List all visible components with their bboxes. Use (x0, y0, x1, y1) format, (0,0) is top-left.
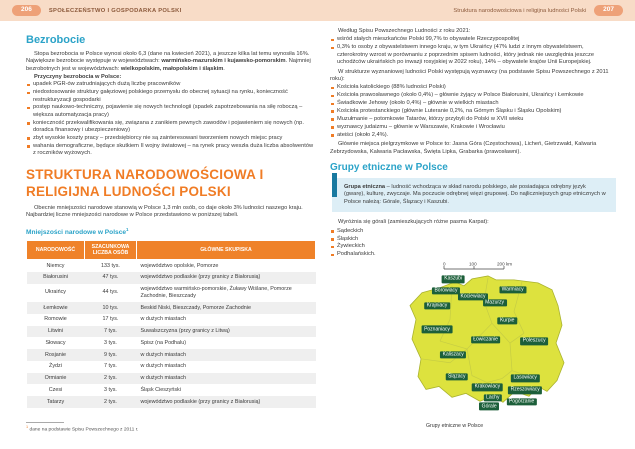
table-cell: Ormianie (44, 375, 67, 381)
table-cell: województwo podlaskie (przy granicy z Białorusią) (140, 274, 261, 281)
map-label: Lachy (484, 394, 502, 401)
footnote-marker: 1 (26, 424, 29, 429)
religion-item: wyznawcy judaizmu – głównie w Warszawie, Krakowie i Wrocławiu (330, 124, 616, 131)
table-row (27, 284, 316, 303)
table-row (27, 349, 316, 361)
ethnic-group-definition: Grupa etniczna – ludność wchodząca w skład narodu polskiego, ale posiadająca odrębny język (gwarę), kulturę, zwyczaje. Ma poczucie odrębnej więzi grupowej. Do najliczniejszych grup etnicznych w Polsce należą: Górale, Ślązacy i Kaszubi. (344, 184, 606, 205)
unemployment-heading: Bezrobocie (26, 34, 86, 46)
map-label: Kaliszacy (440, 351, 466, 358)
map-label: Mazurzy (483, 299, 507, 306)
table-footnote (26, 422, 316, 433)
map-label: Borowiacy (432, 287, 460, 294)
table-cell: Białorusini (43, 274, 68, 281)
scale-label-200km: 200 km (497, 261, 513, 267)
table-cell: Litwini (48, 328, 63, 334)
table-cell: Ukraińcy (45, 289, 66, 296)
religion-item: Muzułmanie – potomkowie Tatarów, którzy przybyli do Polski w XVII wieku (330, 116, 616, 123)
ethnic-group-definition-box (332, 178, 616, 212)
ethnic-groups-map (392, 272, 572, 420)
footnote-text: dane na podstawie Spisu Powszechnego z 2011 r. (29, 427, 139, 433)
left-running-title: SPOŁECZEŃSTWO I GOSPODARKA POLSKI (48, 7, 182, 14)
page-header-bar (0, 0, 635, 21)
minorities-table-body (27, 260, 316, 408)
footnote-divider (26, 422, 64, 423)
table-cell: 44 tys. (102, 289, 119, 296)
gorale-list (330, 228, 616, 259)
table-row (27, 384, 316, 396)
ethnic-groups-heading: Grupy etniczne w Polsce (330, 162, 448, 173)
table-row (27, 272, 316, 284)
table-cell: województwo warmińsko-pomorskie, Żuławy Wiślane, Pomorze Zachodnie, Bieszczady (140, 286, 292, 299)
table-cell: 7 tys. (104, 328, 117, 334)
cause-item: konieczność przekwalifikowania się, związana z zanikiem pewnych zawodów i pojawieniem się nowych (np. doradca finansowy i ubezpieczeniowy) (26, 120, 316, 135)
census-item: wśród stałych mieszkańców Polski 99,7% to obywatele Rzeczypospolitej (330, 36, 616, 43)
col-header-nationality: NARODOWOŚĆ (27, 240, 85, 259)
table-row (27, 396, 316, 408)
map-label: Ślązacy (446, 373, 469, 380)
table-cell: Suwalszczyzna (przy granicy z Litwą) (140, 328, 230, 334)
table-cell: 17 tys. (102, 316, 119, 323)
cause-item: upadek PGR-ów zatrudniających dużą liczbę pracowników (26, 81, 316, 88)
table-cell: 133 tys. (101, 262, 120, 269)
table-cell: w dużych miastach (140, 351, 187, 358)
map-label: Warmiacy (499, 286, 526, 293)
census-2021-list (330, 36, 616, 66)
table-cell: 47 tys. (102, 274, 119, 281)
right-page (330, 28, 616, 429)
gorale-intro: Wyróżnia się górali (zamieszkujących różne pasma Karpat): (338, 219, 489, 226)
cause-item: wahania demograficzne, będące skutkiem II wojny światowej – na rynek pracy weszła duża liczba absolwentów z roczników wyżowych. (26, 143, 316, 158)
minorities-intro: Obecnie mniejszości narodowe stanowią w Polsce 1,3 mln osób, co daje około 3% ludności naszego kraju. Najbardziej liczne mniejszości narodowe w Polsce przedstawiono w poniższej tabeli. (26, 204, 303, 218)
left-page (26, 32, 316, 432)
table-cell: 3 tys. (104, 386, 117, 393)
table-cell: w dużych miastach (140, 363, 187, 370)
map-label: Pogórzanie (506, 398, 536, 405)
religion-item: Świadkowie Jehowy (około 0,4%) – głównie w wielkich miastach (330, 100, 616, 107)
religion-item: Kościoła prawosławnego (około 0,4%) – głównie żyjący w Polsce Białorusini, Ukraińcy i Łemkowie (330, 92, 616, 99)
table-row (27, 337, 316, 349)
map-label: Lasowiacy (511, 375, 539, 382)
header-right (453, 5, 623, 16)
table-cell: województwo podlaskie (przy granicy z Białorusią) (140, 398, 261, 405)
table-cell: 7 tys. (104, 363, 117, 370)
col-header-estimated-count: SZACUNKOWA LICZBA OSÓB (85, 240, 137, 259)
header-left (12, 5, 182, 16)
table-cell: Czesi (48, 386, 63, 393)
table-cell: Niemcy (46, 262, 65, 269)
gorale-item: Żywieckich (330, 243, 616, 250)
table-cell: województwo opolskie, Pomorze (140, 262, 219, 269)
table-row (27, 326, 316, 338)
census-2021-intro: Według Spisu Powszechnego Ludności z roku 2021: (338, 28, 471, 34)
minorities-table-caption: Mniejszości narodowe w Polsce$^1$ (26, 227, 129, 237)
map-label: Krajniacy (424, 302, 450, 309)
table-row (27, 302, 316, 314)
unemployment-intro: Stopa bezrobocia w Polsce wynosi około 6,3 (dane na kwiecień 2021), a jeszcze kilka lat temu wynosiła 16%. Największe bezrobocie występuje w województwach: warmińsko-mazurskim i kujawsko-pomorskim. Najmniej bezrobotnych jest w województwach: wielkopolskim, małopolskim i śląskim. (26, 51, 311, 72)
table-cell: Żydzi (49, 363, 62, 370)
map-label: Poleszucy (520, 338, 548, 345)
caption-footnote-ref: 1 (126, 227, 129, 233)
scale-label-0: 0 (443, 261, 446, 267)
gorale-item: Śląskich (330, 236, 616, 243)
col-header-main-clusters: GŁÓWNE SKUPISKA (137, 240, 316, 259)
religion-item: ateiści (około 2,4%). (330, 132, 616, 139)
table-row (27, 373, 316, 385)
table-row (27, 260, 316, 272)
map-label: Łowiczanie (471, 336, 501, 343)
table-cell: Romowie (44, 316, 67, 323)
map-label: Górale (479, 403, 499, 410)
infobox-accent-bar (332, 173, 337, 197)
religion-item: Kościoła protestanckiego (głównie Luteranie 0,2%, na Górnym Śląsku i Śląsku Opolskim) (330, 108, 616, 115)
religion-item: Kościoła katolickiego (88% ludności Polski) (330, 84, 616, 91)
table-cell: 2 tys. (104, 398, 117, 405)
cause-item: zbyt wysokie koszty pracy – przedsiębiorcy nie są zainteresowani tworzeniem nowych miejsc pracy (26, 135, 316, 142)
pilgrimage-paragraph: Głównie miejsca pielgrzymkowe w Polsce to: Jasna Góra (Częstochowa), Licheń, Gietrzwałd, Kalwaria Zebrzydowska, Kalwaria Pacławska, Święta Lipka, Grabarka (prawosławni). (330, 141, 597, 155)
right-running-title: Struktura narodowościowa i religijna ludności Polski (453, 7, 587, 14)
table-cell: Łemkowie (43, 304, 68, 311)
table-cell: Słowacy (45, 339, 66, 346)
map-caption: Grupy etniczne w Polsce (426, 422, 484, 429)
map-label: Poznaniacy (422, 326, 453, 333)
table-cell: 9 tys. (104, 351, 117, 358)
table-cell: Śląsk Cieszyński (140, 386, 181, 393)
religion-structure-intro: W strukturze wyznaniowej ludności Polski występują wyznawcy (na podstawie Spisu Powszechnego z 2011 roku): (330, 68, 609, 82)
minorities-table (26, 240, 316, 408)
table-cell: w dużych miastach (140, 375, 187, 381)
map-label: Rzeszowiacy (508, 386, 542, 393)
scale-label-100: 100 (469, 261, 477, 267)
table-cell: 10 tys. (102, 304, 119, 311)
table-cell: 2 tys. (104, 375, 117, 381)
table-row (27, 361, 316, 373)
map-scale-bar (442, 262, 514, 272)
map-label: Kaszubi (442, 275, 465, 282)
table-cell: Tatarzy (46, 398, 65, 405)
map-label: Krakowiacy (472, 384, 503, 391)
table-cell: Spisz (na Podhalu) (140, 339, 187, 346)
map-label: Kociewiacy (458, 293, 488, 300)
section-heading-national-structure: STRUKTURA NARODOWOŚCIOWA I RELIGIJNA LUDNOŚCI POLSKI (26, 166, 264, 199)
census-item: 0,3% to osoby z obywatelstwem innego kraju, w tym Ukraińcy (47% ludzi z innym obywatelstwem, czterokrotny wzrost w porównaniu z poprzednim spisem ludności, który jednak nie uwzględnia jeszcze uchodźców ukraińskich po inwazji rosyjskiej w 2022 roku), 14% – obywatele krajów Unii Europejskiej. (330, 44, 616, 66)
unemployment-causes-list (26, 81, 316, 158)
table-cell: w dużych miastach (140, 316, 187, 323)
table-cell: Rosjanie (45, 351, 66, 358)
table-cell: Beskid Niski, Bieszczady, Pomorze Zachodnie (140, 304, 251, 311)
religion-list (330, 84, 616, 139)
table-cell: 3 tys. (104, 339, 117, 346)
cause-item: niedostosowanie struktury gałęziowej polskiego przemysłu do obecnej sytuacji na rynku, konieczność restrukturyzacji gospodarki (26, 89, 316, 104)
right-page-number-badge: 207 (594, 5, 623, 16)
cause-item: postęp naukowo-techniczny, pojawienie się nowych technologii (spadek zapotrzebowania na siłę roboczą – większa automatyzacja pracy) (26, 104, 316, 119)
table-row (27, 314, 316, 326)
minorities-table-head (27, 240, 316, 259)
gorale-item: Podhalańskich. (330, 251, 616, 258)
unemployment-causes-heading: Przyczyny bezrobocia w Polsce: (34, 74, 122, 81)
map-label: Kurpie (497, 317, 516, 324)
left-page-number-badge: 206 (12, 5, 41, 16)
gorale-item: Sądeckich (330, 228, 616, 235)
